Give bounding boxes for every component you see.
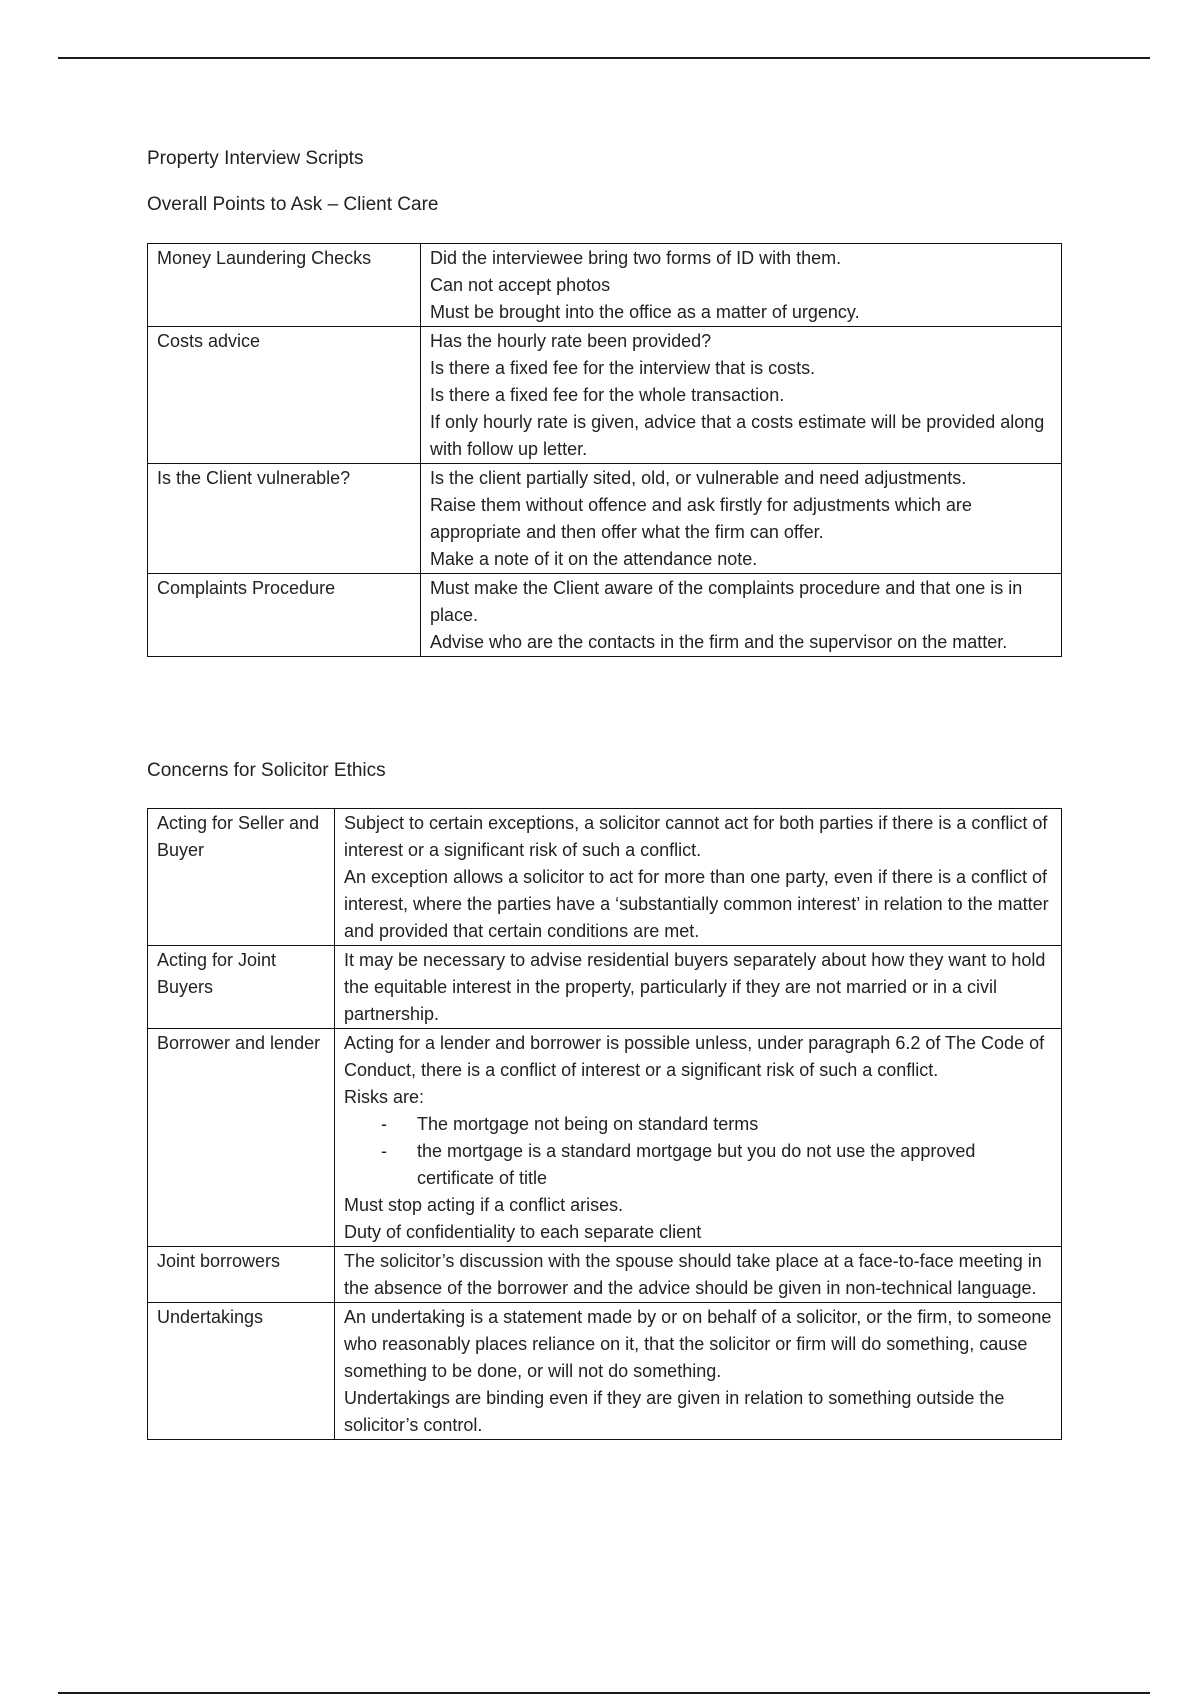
content-line: Can not accept photos (430, 275, 611, 295)
row-content (421, 574, 1062, 657)
table-row (148, 809, 1062, 946)
content-line: Must be brought into the office as a matter of urgency. (430, 302, 860, 322)
content-line: Raise them without offence and ask firstly for adjustments which are appropriate and then offer what the firm can offer. (430, 495, 972, 542)
footer-rule (58, 1692, 1150, 1694)
content-line: Subject to certain exceptions, a solicitor cannot act for both parties if there is a conflict of interest or a significant risk of such a conflict. (344, 813, 1048, 860)
row-label: Acting for Seller and Buyer (148, 809, 335, 946)
row-label: Costs advice (148, 327, 421, 464)
row-content (335, 1247, 1062, 1303)
table-row (148, 1247, 1062, 1303)
content-line: Make a note of it on the attendance note. (430, 549, 758, 569)
content-line: Did the interviewee bring two forms of ID with them. (430, 248, 842, 268)
row-content (335, 1303, 1062, 1440)
row-label: Is the Client vulnerable? (148, 464, 421, 574)
content-line: An exception allows a solicitor to act for more than one party, even if there is a conflict of interest, where the parties have a ‘substantially common interest’ in relation to the matter and provided that certain conditions are met. (344, 867, 1049, 941)
document-title: Property Interview Scripts (147, 148, 364, 169)
row-label: Money Laundering Checks (148, 244, 421, 327)
client-care-table (147, 243, 1062, 657)
table-row (148, 946, 1062, 1029)
content-line: It may be necessary to advise residential buyers separately about how they want to hold the equitable interest in the property, particularly if they are not married or in a civil partnership. (344, 950, 1046, 1024)
table-row (148, 464, 1062, 574)
row-label: Complaints Procedure (148, 574, 421, 657)
content-line: Is there a fixed fee for the whole transaction. (430, 385, 785, 405)
bullet-item: - The mortgage not being on standard terms (344, 1111, 1052, 1138)
content-line: The solicitor’s discussion with the spouse should take place at a face-to-face meeting in the absence of the borrower and the advice should be given in non-technical language. (344, 1251, 1042, 1298)
section-heading-client-care: Overall Points to Ask – Client Care (147, 194, 439, 215)
content-line: Has the hourly rate been provided? (430, 331, 712, 351)
content-line: Advise who are the contacts in the firm and the supervisor on the matter. (430, 632, 1008, 652)
table-row (148, 1303, 1062, 1440)
row-content (335, 946, 1062, 1029)
content-line: Must make the Client aware of the complaints procedure and that one is in place. (430, 578, 1023, 625)
content-line: Risks are: (344, 1087, 425, 1107)
table-row (148, 327, 1062, 464)
content-line: Is the client partially sited, old, or vulnerable and need adjustments. (430, 468, 967, 488)
content-line: Is there a fixed fee for the interview that is costs. (430, 358, 816, 378)
bullet-item: - the mortgage is a standard mortgage but you do not use the approved certificate of title (344, 1138, 1052, 1192)
section-heading-ethics: Concerns for Solicitor Ethics (147, 760, 386, 781)
row-content (421, 244, 1062, 327)
content-line: Duty of confidentiality to each separate client (344, 1222, 702, 1242)
ethics-table (147, 808, 1062, 1440)
content-line: Undertakings are binding even if they are given in relation to something outside the solicitor’s control. (344, 1388, 1005, 1435)
table-row (148, 574, 1062, 657)
row-label: Borrower and lender (148, 1029, 335, 1247)
row-content (421, 327, 1062, 464)
row-label: Acting for Joint Buyers (148, 946, 335, 1029)
content-line: If only hourly rate is given, advice that a costs estimate will be provided along with follow up letter. (430, 412, 1045, 459)
table-row (148, 1029, 1062, 1247)
row-label: Undertakings (148, 1303, 335, 1440)
row-content (335, 809, 1062, 946)
row-label: Joint borrowers (148, 1247, 335, 1303)
content-line: Must stop acting if a conflict arises. (344, 1195, 624, 1215)
row-content (335, 1029, 1062, 1247)
header-rule (58, 57, 1150, 59)
content-line: Acting for a lender and borrower is possible unless, under paragraph 6.2 of The Code of Conduct, there is a conflict of interest or a significant risk of such a conflict. (344, 1033, 1045, 1080)
content-line: An undertaking is a statement made by or on behalf of a solicitor, or the firm, to someone who reasonably places reliance on it, that the solicitor or firm will do something, cause something to be done, or will not do something. (344, 1307, 1052, 1381)
table-row (148, 244, 1062, 327)
row-content (421, 464, 1062, 574)
